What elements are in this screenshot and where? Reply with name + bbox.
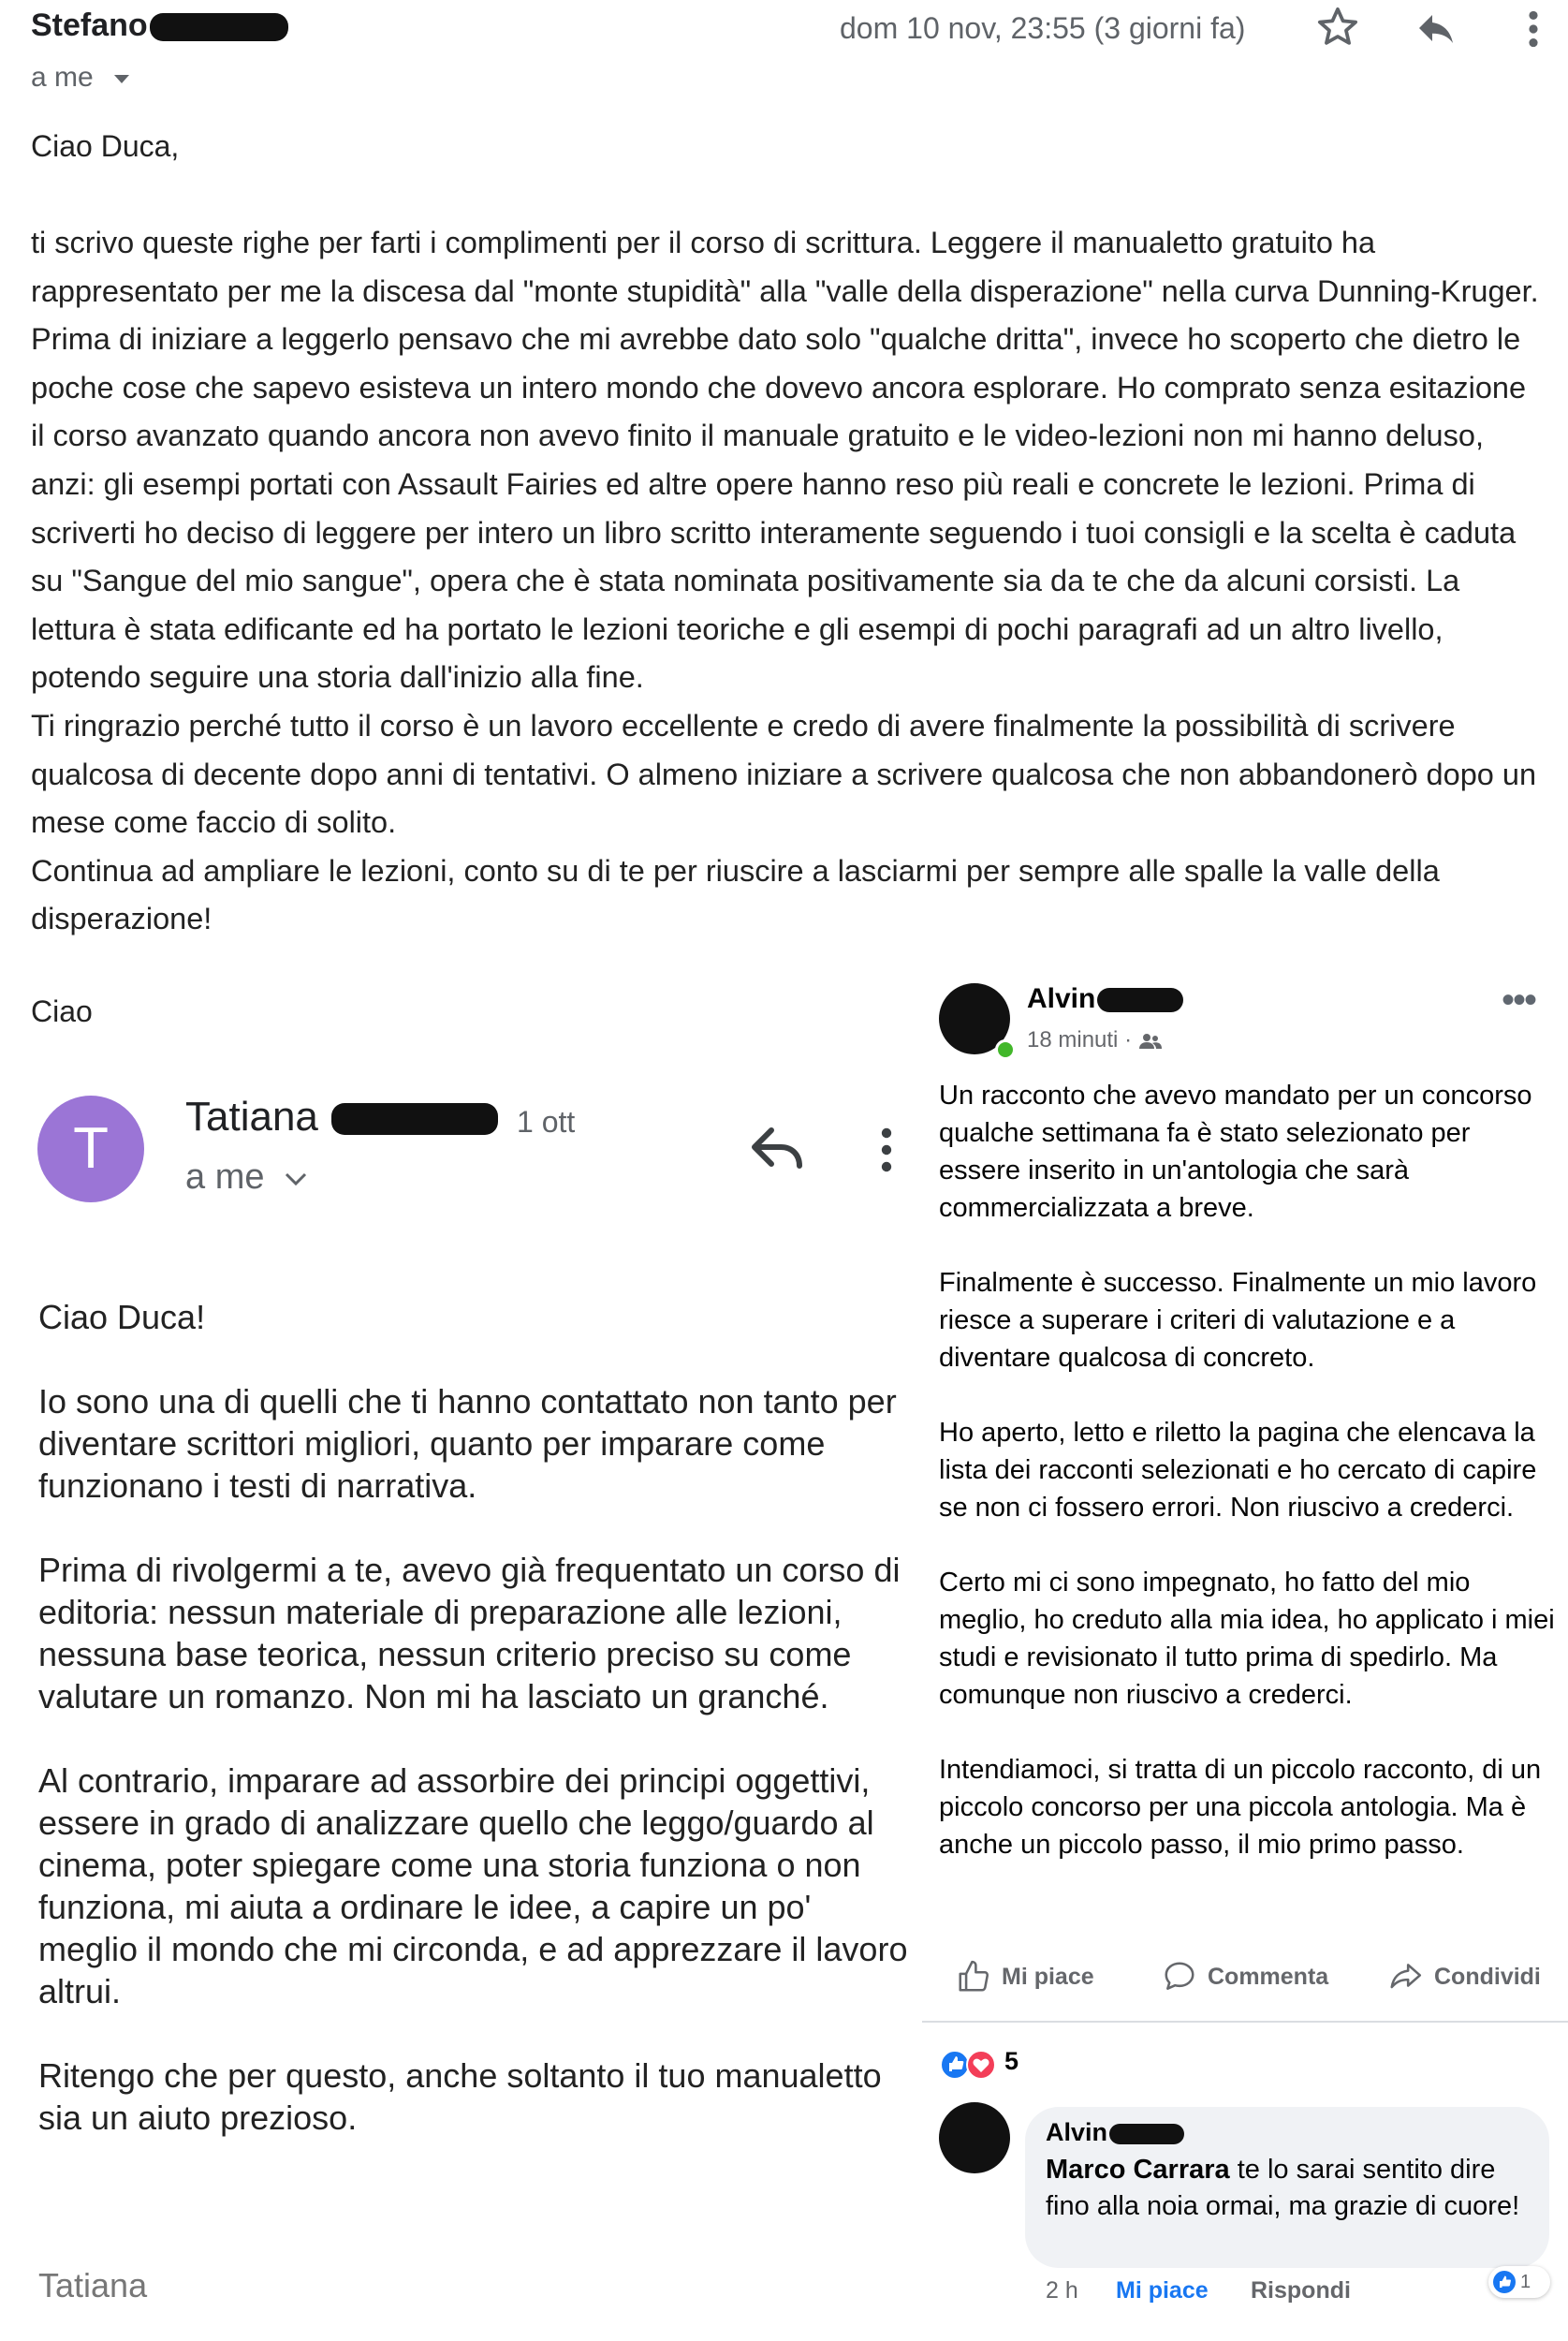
post-paragraph: Finalmente è successo. Finalmente un mio lavoro riesce a superare i criteri di valutazione e a diventare qualcosa di concreto. (939, 1268, 1537, 1373)
share-icon (1385, 1959, 1425, 1995)
more-vert-icon[interactable] (871, 1124, 902, 1176)
post-paragraph: Intendiamoci, si tratta di un piccolo racconto, di un piccolo concorso per una piccola antologia. Ma è anche un piccolo passo, il mio primo passo. (939, 1755, 1542, 1860)
like-reaction-icon (1492, 2270, 1517, 2294)
email2-signoff: Tatiana (38, 2266, 148, 2304)
reply-icon[interactable] (1412, 6, 1460, 51)
online-status-dot (995, 1039, 1016, 1060)
email2-paragraph: Prima di rivolgermi a te, avevo già frequentato un corso di editoria: nessun materiale di preparazione alle lezioni, nessuna base teorica, nessun criterio preciso su come valutare un romanzo. Non mi ha lasciato un granché. (38, 1551, 901, 1715)
email1-paragraph: Continua ad ampliare le lezioni, conto su di te per riuscire a lasciarmi per sempre alle spalle la valle della disperazione! (31, 853, 1440, 936)
more-vert-icon[interactable] (1517, 6, 1550, 52)
reply-icon[interactable] (749, 1124, 805, 1174)
comment-like-link[interactable]: Mi piace (1116, 2277, 1209, 2304)
chevron-down-icon (284, 1170, 308, 1187)
redaction-scribble (150, 13, 288, 41)
avatar[interactable]: T (37, 1096, 144, 1202)
email1-greeting: Ciao Duca, (31, 129, 180, 163)
comment-mention[interactable]: Marco Carrara (1046, 2155, 1230, 2185)
post-paragraph: Un racconto che avevo mandato per un concorso qualche settimana fa è stato selezionato per essere inserito in un'antologia che sarà commercializzata a breve. (939, 1081, 1532, 1223)
email1-date: dom 10 nov, 23:55 (3 giorni fa) (840, 11, 1246, 45)
divider (922, 2021, 1568, 2023)
email2-recipient-dropdown[interactable]: a me (185, 1157, 308, 1198)
post-paragraph: Ho aperto, letto e riletto la pagina che elencava la lista dei racconti selezionati e ho cercato di capire se non ci fossero errori. Non riuscivo a crederci. (939, 1418, 1537, 1523)
caret-down-icon (114, 75, 129, 83)
redaction-scribble (331, 1103, 498, 1135)
email2-greeting: Ciao Duca! (38, 1298, 206, 1336)
email1-body (31, 219, 1547, 944)
email1-sender[interactable]: Stefano (31, 7, 288, 44)
reaction-count[interactable]: 5 (1004, 2047, 1019, 2075)
comment-button[interactable]: Commenta (1161, 1959, 1328, 1995)
email2-date: 1 ott (517, 1105, 576, 1139)
comment-reply-link[interactable]: Rispondi (1251, 2277, 1351, 2304)
post-author[interactable]: Alvin (1027, 983, 1183, 1015)
comment-avatar[interactable] (939, 2102, 1010, 2173)
comment-time[interactable]: 2 h (1046, 2277, 1078, 2304)
like-reaction-icon (941, 2051, 969, 2079)
email2-paragraph: Al contrario, imparare ad assorbire dei principi oggettivi, essere in grado di analizzare quello che leggo/guardo al cinema, poter spiegare come una storia funziona o non funziona, mi aiuta a ordinare le idee, a capire un po' meglio il mondo che mi circonda, e ad apprezzare il lavoro altrui. (38, 1761, 908, 2010)
post-time[interactable]: 18 minuti (1027, 1027, 1119, 1053)
post-meta: 18 minuti · (1027, 1027, 1163, 1053)
comment-author[interactable]: Alvin (1046, 2118, 1184, 2147)
star-icon[interactable] (1314, 4, 1361, 51)
thumbs-up-icon (955, 1959, 992, 1995)
more-horiz-icon[interactable]: ••• (1502, 979, 1536, 1021)
email1-paragraph: ti scrivo queste righe per farti i complimenti per il corso di scrittura. Leggere il manualetto gratuito ha rappresentato per me la discesa dal "monte stupidità" alla "valle della disperazione" nella curva Dunning-Kruger. Prima di iniziare a leggerlo pensavo che mi avrebbe dato solo "qualche dritta", invece ho scoperto che dietro le poche cose che sapevo esisteva un intero mondo che dovevo ancora esplorare. Ho comprato senza esitazione il corso avanzato quando ancora non avevo finito il manuale gratuito e le video-lezioni non mi hanno deluso, anzi: gli esempi portati con Assault Fairies ed altre opere hanno reso più reali e concrete le lezioni. Prima di scriverti ho deciso di leggere per intero un libro scritto interamente seguendo i tuoi consigli e la scelta è caduta su "Sangue del mio sangue", opera che è stata nominata positivamente sia da te che da alcuni corsisti. La lettura è stata edificante ed ha portato le lezioni teoriche e gli esempi di pochi paragrafi ad un altro livello, potendo seguire una storia dall'inizio alla fine. (31, 226, 1539, 695)
email1-recipient-dropdown[interactable]: a me (31, 62, 129, 94)
like-button[interactable]: Mi piace (955, 1959, 1094, 1995)
post-body (939, 1077, 1557, 1901)
email2-sender[interactable]: Tatiana (185, 1094, 498, 1141)
email1-paragraph: Ti ringrazio perché tutto il corso è un lavoro eccellente e credo di avere finalmente la possibilità di scrivere qualcosa di decente dopo anni di tentativi. O almeno iniziare a scrivere qualcosa che non abbandonerò dopo un mese come faccio di solito. (31, 708, 1537, 840)
comment-reaction-count: 1 (1520, 2271, 1531, 2292)
post-paragraph: Certo mi ci sono impegnato, ho fatto del mio meglio, ho creduto alla mia idea, ho applicato i miei studi e revisionato il tutto prima di spedirlo. Ma comunque non riuscivo a crederci. (939, 1568, 1555, 1710)
email1-signoff: Ciao (31, 994, 93, 1028)
comment-reactions[interactable] (1488, 2266, 1550, 2298)
friends-audience-icon (1138, 1032, 1163, 1051)
comment-text: Marco Carrara te lo sarai sentito dire fino alla noia ormai, ma grazie di cuore! (1046, 2155, 1520, 2221)
comment-icon (1161, 1959, 1198, 1995)
email2-body (38, 1296, 909, 2181)
redaction-scribble (1097, 988, 1183, 1012)
redaction-scribble (1109, 2124, 1184, 2144)
email2-paragraph: Io sono una di quelli che ti hanno contattato non tanto per diventare scrittori migliori, quanto per imparare come funzionano i testi di narrativa. (38, 1382, 897, 1505)
share-button[interactable]: Condividi (1385, 1959, 1541, 1995)
love-reaction-icon (967, 2051, 995, 2079)
reactions-summary[interactable] (939, 2048, 1004, 2082)
email2-paragraph: Ritengo che per questo, anche soltanto il tuo manualetto sia un aiuto prezioso. (38, 2056, 882, 2137)
